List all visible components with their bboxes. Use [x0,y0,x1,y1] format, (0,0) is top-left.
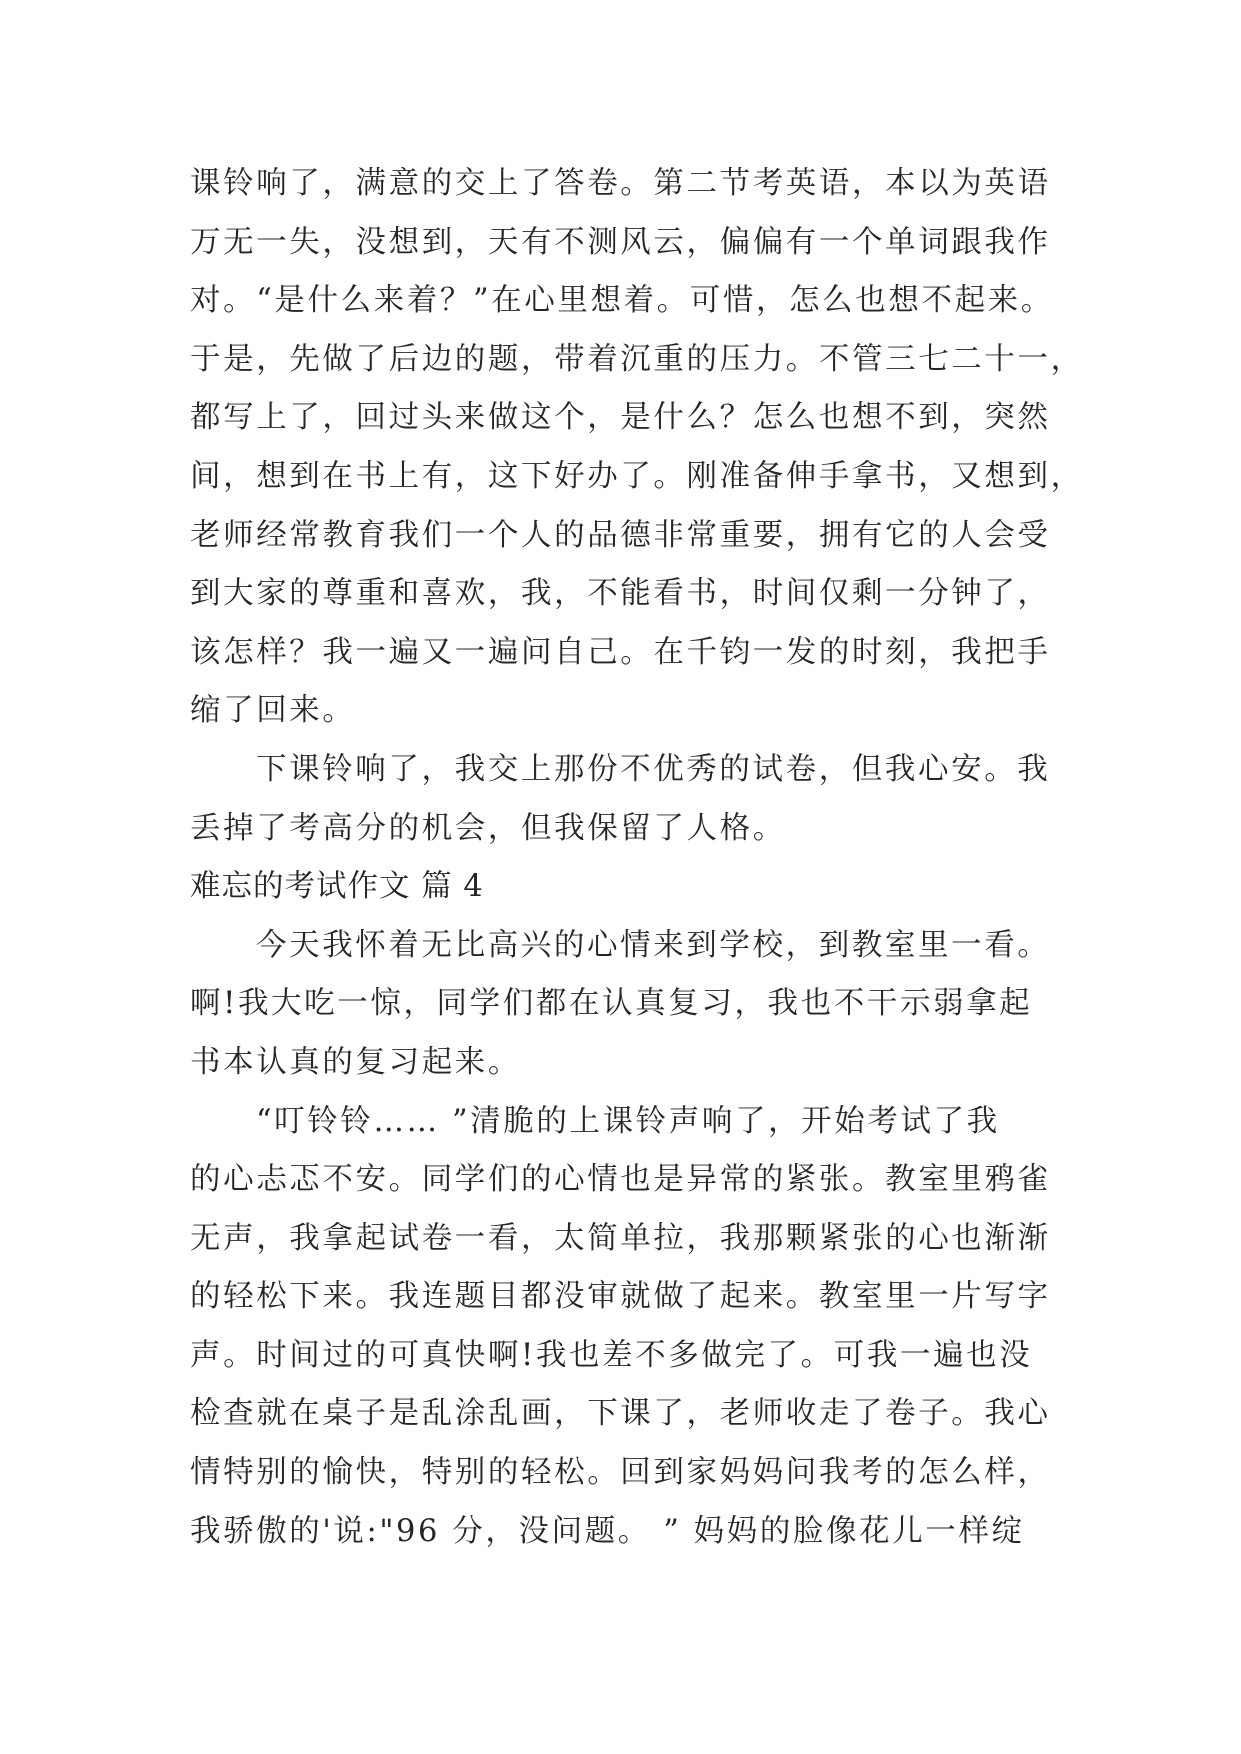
text-line: 老师经常教育我们一个人的品德非常重要，拥有它的人会受 [190,517,1051,553]
text-line: “叮铃铃…… ”清脆的上课铃声响了，开始考试了我 [256,1103,1000,1139]
text-line: 检查就在桌子是乱涂乱画，下课了，老师收走了卷子。我心 [190,1396,1051,1432]
text-line: 的轻松下来。我连题目都没审就做了起来。教室里一片写字 [190,1279,1051,1315]
text-line: 该怎样？我一遍又一遍问自己。在千钧一发的时刻，我把手 [190,634,1051,670]
text-line: 到大家的尊重和喜欢，我，不能看书，时间仅剩一分钟了， [190,576,1051,612]
section-heading: 难忘的考试作文 篇 4 [190,869,484,905]
text-line: 下课铃响了，我交上那份不优秀的试卷，但我心安。我 [256,751,1051,787]
text-line: 今天我怀着无比高兴的心情来到学校，到教室里一看。 [256,927,1051,963]
text-line: 对。“是什么来着？”在心里想着。可惜，怎么也想不起来。 [190,283,1054,319]
text-line: 情特别的愉快，特别的轻松。回到家妈妈问我考的怎么样， [190,1455,1051,1491]
text-line: 啊!我大吃一惊，同学们都在认真复习，我也不干示弱拿起 [190,986,1033,1022]
text-line: 都写上了，回过头来做这个，是什么？怎么也想不到，突然 [190,400,1051,436]
text-line: 声。时间过的可真快啊!我也差不多做完了。可我一遍也没 [190,1337,1033,1373]
text-line: 间，想到在书上有，这下好办了。刚准备伸手拿书，又想到， [190,458,1084,494]
text-line: 无声，我拿起试卷一看，太简单拉，我那颗紧张的心也渐渐 [190,1220,1051,1256]
text-line: 课铃响了，满意的交上了答卷。第二节考英语，本以为英语 [190,166,1051,201]
text-line: 书本认真的复习起来。 [190,1044,521,1080]
text-line: 我骄傲的'说:"96 分，没问题。 ” 妈妈的脸像花儿一样绽 [190,1513,1025,1549]
text-line: 丢掉了考高分的机会，但我保留了人格。 [190,810,786,846]
text-line: 缩了回来。 [190,693,356,729]
text-line: 万无一失，没想到，天有不测风云，偏偏有一个单词跟我作 [190,224,1051,260]
text-line: 的心忐忑不安。同学们的心情也是异常的紧张。教室里鸦雀 [190,1162,1051,1198]
essay-body [190,155,1084,1561]
text-line: 于是，先做了后边的题，带着沉重的压力。不管三七二十一， [190,341,1084,377]
